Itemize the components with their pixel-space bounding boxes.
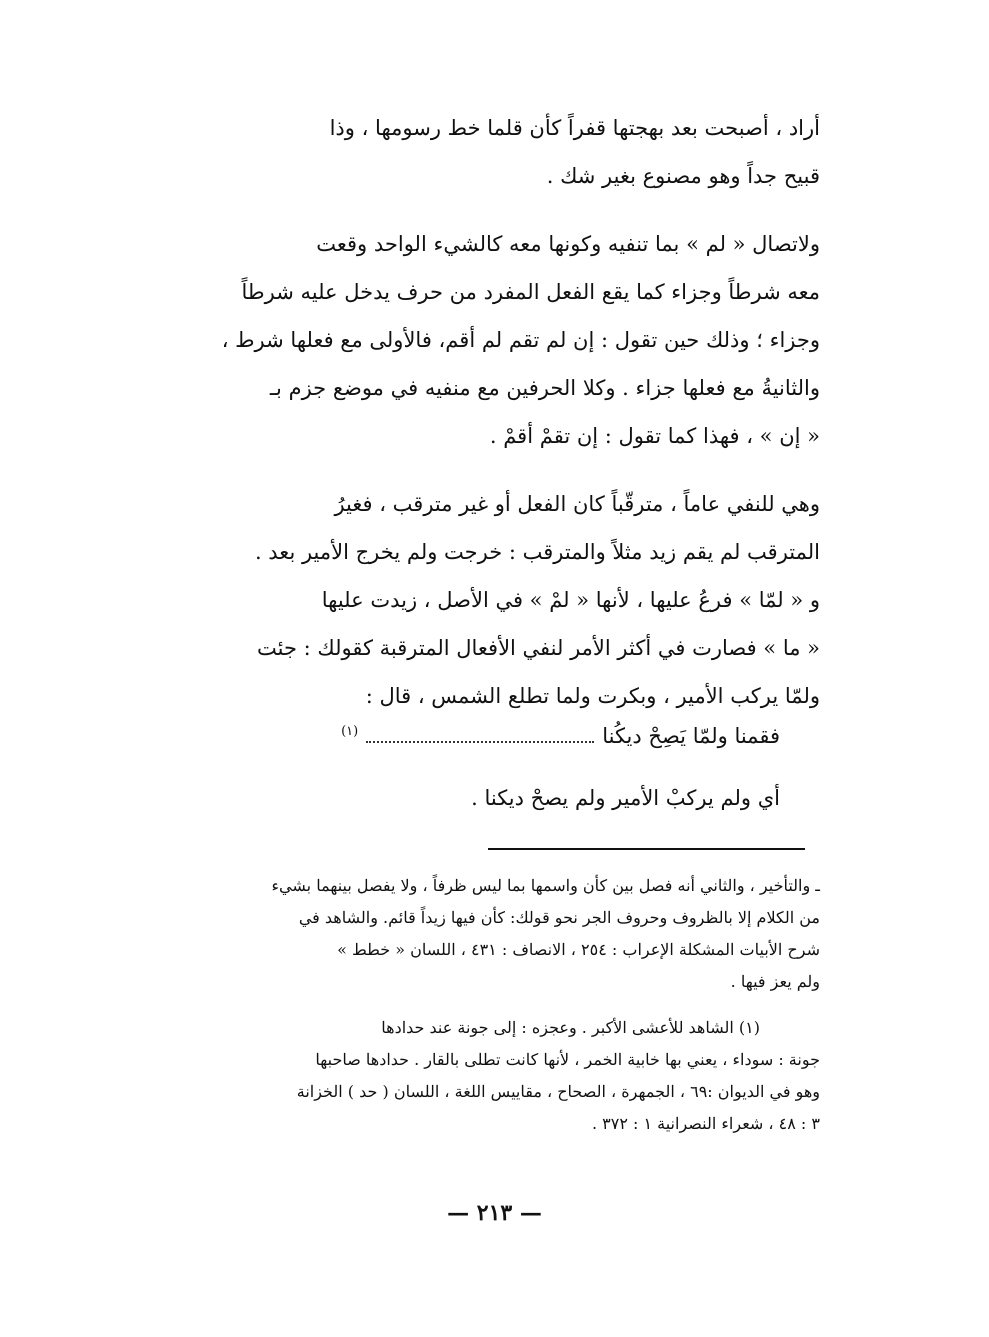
text-line: ـ والتأخير ، والثاني أنه فصل بين كأن واسمها بما ليس ظرفاً ، ولا يفصل بينهما بشيء bbox=[271, 876, 820, 895]
footnote-separator bbox=[488, 848, 805, 850]
text-line: (١) الشاهد للأعشى الأكبر . وعجزه : إلى جونة عند حدادها bbox=[381, 1018, 760, 1037]
text-line: ولمّا يركب الأمير ، وبكرت ولما تطلع الشمس ، قال : bbox=[365, 684, 820, 708]
footnote-reference: (١) bbox=[341, 724, 359, 739]
text-line: « ما » فصارت في أكثر الأمر لنفي الأفعال المترقبة كقولك : جئت bbox=[257, 636, 820, 660]
footnote-continued bbox=[170, 870, 820, 998]
text-line: من الكلام إلا بالظروف وحروف الجر نحو قولك: كأن فيها زيداً قائم. والشاهد في bbox=[298, 908, 820, 927]
text-line: « إن » ، فهذا كما تقول : إن تقمْ أقمْ . bbox=[489, 424, 820, 448]
text-line: قبيح جداً وهو مصنوع بغير شك . bbox=[546, 164, 820, 188]
text-line: وهي للنفي عاماً ، مترقّباً كان الفعل أو غير مترقب ، فغيرُ bbox=[334, 492, 820, 516]
paragraph-4 bbox=[172, 576, 820, 720]
text-line: والثانيةُ مع فعلها جزاء . وكلا الحرفين مع منفيه في موضع جزم بـ bbox=[269, 376, 820, 400]
paragraph-2 bbox=[172, 220, 820, 460]
text-line: وهو في الديوان :٦٩ ، الجمهرة ، الصحاح ، مقاييس اللغة ، اللسان ( حد ) الخزانة bbox=[296, 1082, 820, 1101]
poetry-verse bbox=[200, 724, 780, 749]
text-line: و « لمّا » فرعُ عليها ، لأنها « لمْ » في الأصل ، زيدت عليها bbox=[321, 588, 820, 612]
verse-text: فقمنا ولمّا يَصِحْ ديكُنا bbox=[602, 724, 780, 748]
paragraph-3 bbox=[172, 480, 820, 576]
text-line: ولاتصال « لم » بما تنفيه وكونها معه كالشيء الواحد وقعت bbox=[316, 232, 820, 256]
text-line: أراد ، أصبحت بعد بهجتها قفراً كأن قلما خط رسومها ، وذا bbox=[329, 116, 820, 140]
text-line: شرح الأبيات المشكلة الإعراب : ٢٥٤ ، الانصاف : ٤٣١ ، اللسان « خطط » bbox=[337, 940, 820, 959]
text-line: جونة : سوداء ، يعني بها خابية الخمر ، لأنها كانت تطلى بالقار . حدادها صاحبها bbox=[315, 1050, 820, 1069]
footnotes bbox=[170, 870, 820, 1140]
text-line: المترقب لم يقم زيد مثلاً والمترقب : خرجت ولم يخرج الأمير بعد . bbox=[254, 540, 820, 564]
text-line: ولم يعز فيها . bbox=[730, 972, 820, 991]
text-line: معه شرطاً وجزاء كما يقع الفعل المفرد من حرف يدخل عليه شرطاً bbox=[241, 280, 820, 304]
verse-ellipsis-dots bbox=[366, 740, 594, 743]
footnote-1 bbox=[170, 1012, 820, 1140]
page-number: — ٢١٣ — bbox=[447, 1200, 542, 1226]
verse-explanation: أي ولم يركبْ الأمير ولم يصحْ ديكنا . bbox=[471, 786, 780, 810]
text-line: ٣ : ٤٨ ، شعراء النصرانية ١ : ٣٧٢ . bbox=[591, 1114, 820, 1133]
text-line: وجزاء ؛ وذلك حين تقول : إن لم تقم لم أقم، فالأولى مع فعلها شرط ، bbox=[221, 328, 820, 352]
paragraph-1 bbox=[172, 104, 820, 200]
main-text bbox=[172, 104, 820, 720]
